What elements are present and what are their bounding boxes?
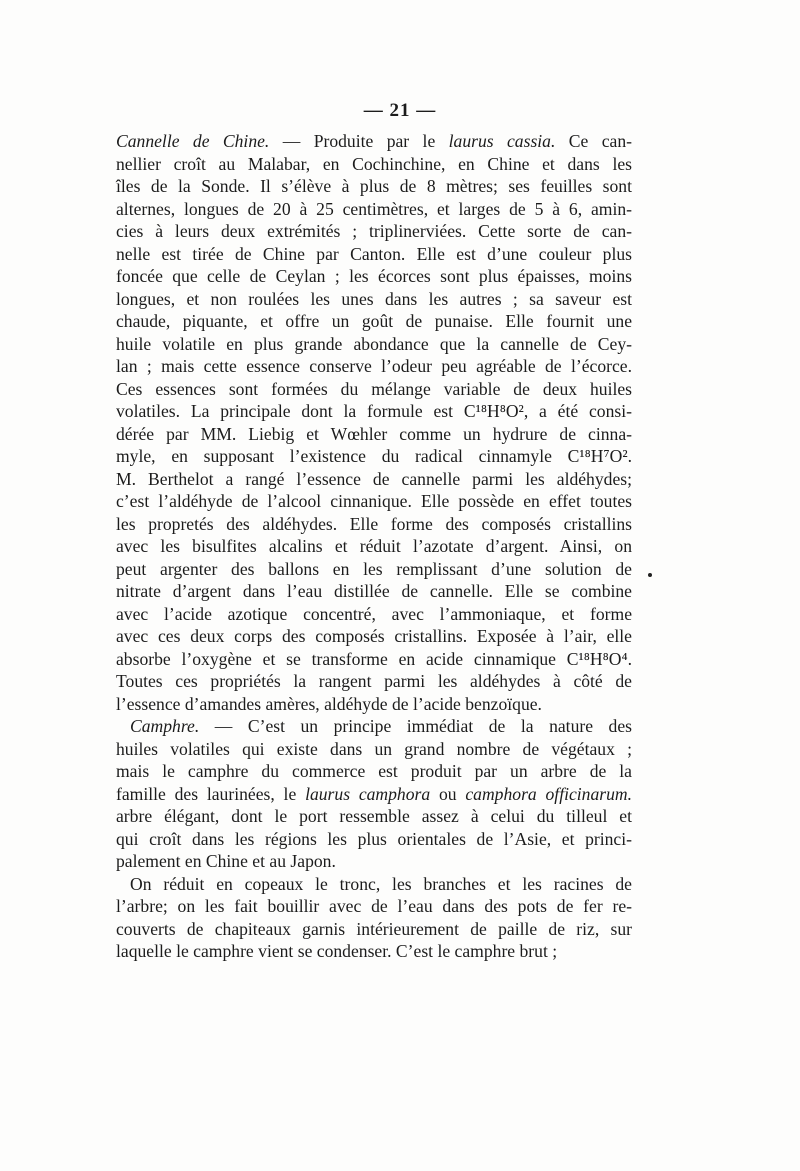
text-run: foncée que celle de Ceylan ; les écorces sont plus épaisses, moins bbox=[116, 266, 632, 286]
text-run: avec l’acide azotique concentré, avec l’ammoniaque, et forme bbox=[116, 603, 632, 624]
body-text bbox=[116, 130, 632, 963]
text-line bbox=[116, 175, 632, 198]
text-run: M. Berthelot a rangé l’essence de cannelle parmi les aldéhydes; bbox=[116, 468, 632, 489]
text-line bbox=[116, 828, 632, 851]
text-line bbox=[116, 400, 632, 423]
paragraph bbox=[116, 715, 632, 873]
text-run: — Produite par le bbox=[269, 131, 449, 151]
text-run: cies à leurs deux extrémités ; triplinerviées. Cette sorte de can- bbox=[116, 221, 632, 241]
text-line bbox=[116, 423, 632, 446]
text-run: couverts de chapiteaux garnis intérieurement de paille de riz, sur bbox=[116, 918, 632, 939]
text-run: l’arbre; on les fait bouillir avec de l’eau dans des pots de fer re- bbox=[116, 896, 632, 916]
text-line bbox=[116, 468, 632, 491]
text-line bbox=[116, 850, 632, 873]
italic-term: laurus cassia. bbox=[448, 131, 556, 151]
text-line bbox=[116, 220, 632, 243]
text-run: Toutes ces propriétés la rangent parmi les aldéhydes à côté de bbox=[116, 671, 632, 691]
text-run: myle, en supposant l’existence du radical cinnamyle C¹⁸H⁷O². bbox=[116, 446, 632, 466]
text-run: c’est l’aldéhyde de l’alcool cinnanique. Elle possède en effet toutes bbox=[116, 491, 632, 511]
text-line bbox=[116, 535, 632, 558]
text-run: îles de la Sonde. Il s’élève à plus de 8 mètres; ses feuilles sont bbox=[116, 176, 632, 196]
text-line bbox=[116, 288, 632, 311]
page-number: — 21 — bbox=[363, 100, 437, 121]
text-line bbox=[116, 490, 632, 513]
text-line bbox=[116, 805, 632, 828]
text-run: On réduit en copeaux le tronc, les branches et les racines de bbox=[130, 873, 632, 894]
text-run: chaude, piquante, et offre un goût de punaise. Elle fournit une bbox=[116, 311, 632, 331]
text-line bbox=[116, 738, 632, 761]
text-line bbox=[116, 333, 632, 356]
italic-term: camphora officinarum. bbox=[465, 783, 633, 804]
italic-term: laurus camphora bbox=[305, 783, 431, 804]
text-line bbox=[116, 625, 632, 648]
text-line bbox=[116, 580, 632, 603]
text-run: nelle est tirée de Chine par Canton. Elle est d’une couleur plus bbox=[116, 243, 632, 264]
text-line bbox=[116, 940, 632, 963]
text-line bbox=[116, 243, 632, 266]
text-line bbox=[116, 198, 632, 221]
text-run: famille des laurinées, le bbox=[116, 783, 306, 804]
text-run: alternes, longues de 20 à 25 centimètres, et larges de 5 à 6, amin- bbox=[116, 198, 632, 219]
text-run: huile volatile en plus grande abondance que la cannelle de Cey- bbox=[116, 333, 632, 354]
text-line bbox=[116, 445, 632, 468]
text-run: ou bbox=[430, 783, 466, 804]
text-run: huiles volatiles qui existe dans un grand nombre de végétaux ; bbox=[116, 738, 632, 759]
text-run: nitrate d’argent dans l’eau distillée de cannelle. Elle se combine bbox=[116, 581, 632, 601]
text-line bbox=[116, 265, 632, 288]
text-run: avec les bisulfites alcalins et réduit l’azotate d’argent. Ainsi, on bbox=[116, 536, 632, 556]
margin-mark bbox=[648, 573, 652, 577]
text-run: longues, et non roulées les unes dans les autres ; sa saveur est bbox=[116, 288, 632, 309]
paragraph bbox=[116, 130, 632, 715]
text-run: nellier croît au Malabar, en Cochinchine, en Chine et dans les bbox=[116, 153, 632, 174]
text-run: qui croît dans les régions les plus orientales de l’Asie, et princi- bbox=[116, 828, 632, 849]
paragraph bbox=[116, 873, 632, 963]
text-run: dérée par MM. Liebig et Wœhler comme un hydrure de cinna- bbox=[116, 423, 632, 444]
text-line bbox=[116, 603, 632, 626]
text-line bbox=[116, 670, 632, 693]
text-line bbox=[116, 693, 632, 716]
text-run: absorbe l’oxygène et se transforme en acide cinnamique C¹⁸H⁸O⁴. bbox=[116, 648, 632, 669]
text-line bbox=[116, 558, 632, 581]
text-line bbox=[116, 130, 632, 153]
text-line bbox=[116, 310, 632, 333]
text-line bbox=[116, 715, 632, 738]
italic-term: Camphre. bbox=[130, 716, 200, 736]
text-line bbox=[116, 873, 632, 896]
text-run: arbre élégant, dont le port ressemble assez à celui du tilleul et bbox=[116, 806, 632, 826]
text-run: les propretés des aldéhydes. Elle forme des composés cristallins bbox=[116, 513, 632, 534]
text-run: l’essence d’amandes amères, aldéhyde de l’acide benzoïque. bbox=[116, 693, 542, 714]
text-line bbox=[116, 895, 632, 918]
text-line bbox=[116, 918, 632, 941]
text-run: laquelle le camphre vient se condenser. C’est le camphre brut ; bbox=[116, 941, 558, 961]
text-run: peut argenter des ballons en les remplissant d’une solution de bbox=[116, 558, 632, 579]
text-run: volatiles. La principale dont la formule est C¹⁸H⁸O², a été consi- bbox=[116, 401, 632, 421]
text-line bbox=[116, 783, 632, 806]
text-run: Ce can- bbox=[555, 131, 632, 151]
text-run: palement en Chine et au Japon. bbox=[116, 851, 336, 871]
text-line bbox=[116, 153, 632, 176]
italic-term: Cannelle de Chine. bbox=[116, 131, 270, 151]
text-run: mais le camphre du commerce est produit par un arbre de la bbox=[116, 761, 632, 781]
text-line bbox=[116, 513, 632, 536]
text-line bbox=[116, 760, 632, 783]
text-run: lan ; mais cette essence conserve l’odeur peu agréable de l’écorce. bbox=[116, 356, 632, 376]
text-line bbox=[116, 378, 632, 401]
text-line bbox=[116, 355, 632, 378]
text-run: — C’est un principe immédiat de la nature des bbox=[199, 716, 632, 736]
text-run: avec ces deux corps des composés cristallins. Exposée à l’air, elle bbox=[116, 626, 632, 646]
text-run: Ces essences sont formées du mélange variable de deux huiles bbox=[116, 378, 632, 399]
text-line bbox=[116, 648, 632, 671]
